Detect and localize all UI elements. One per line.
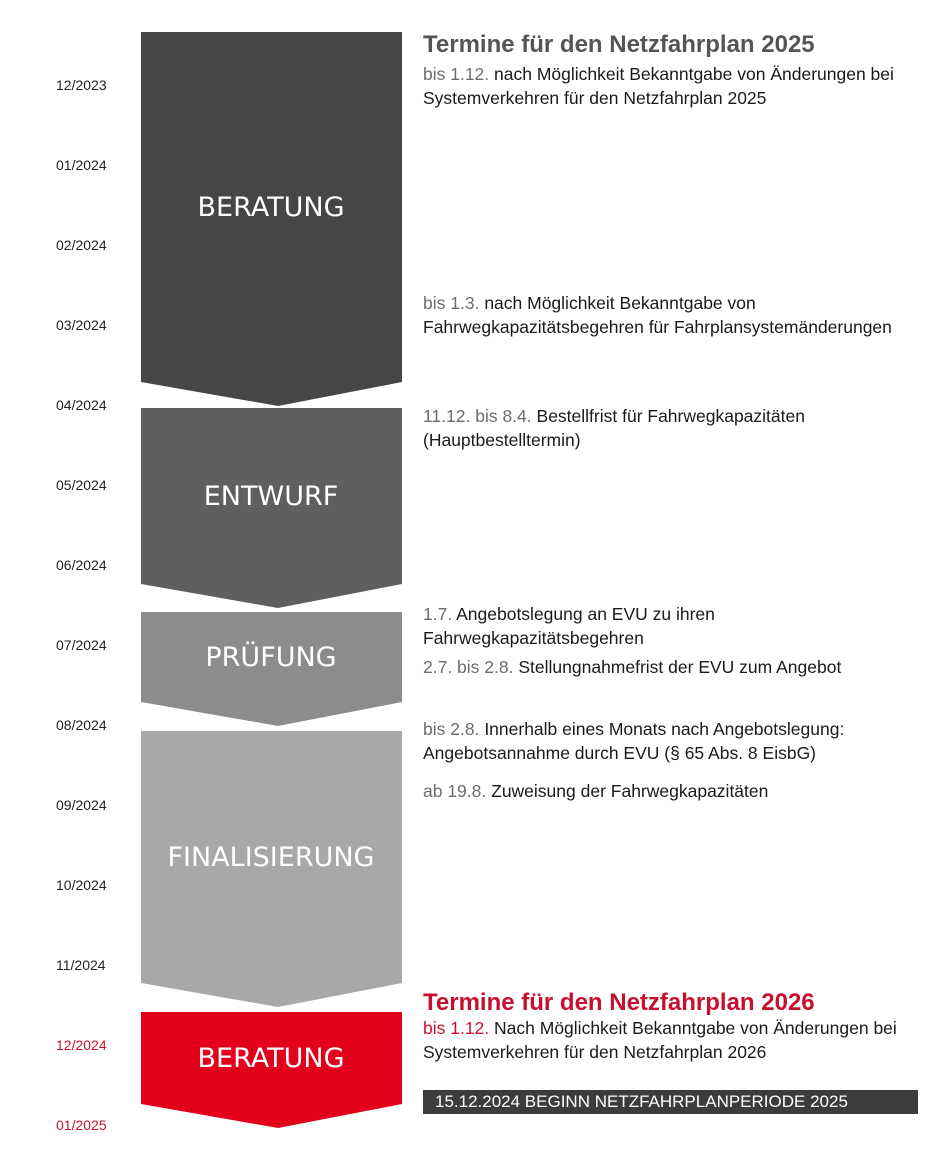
month-label: 01/2025 bbox=[56, 1117, 107, 1133]
entry-text: Innerhalb eines Monats nach Angebotslegung: Angebotsannahme durch EVU (§ 65 Abs. 8 EisbG) bbox=[423, 719, 845, 763]
month-label: 10/2024 bbox=[56, 877, 107, 893]
timeline-entry bbox=[423, 404, 923, 452]
month-label: 05/2024 bbox=[56, 477, 107, 493]
timeline-entry bbox=[423, 602, 923, 650]
entry-text: Bestellfrist für Fahrwegkapazitäten (Hauptbestelltermin) bbox=[423, 406, 805, 450]
month-label: 11/2024 bbox=[56, 957, 106, 973]
month-label: 09/2024 bbox=[56, 797, 107, 813]
heading-plan-2026: Termine für den Netzfahrplan 2026 bbox=[423, 989, 815, 1016]
entry-date: bis 1.3. bbox=[423, 293, 480, 313]
entry-date: ab 19.8. bbox=[423, 781, 487, 801]
phase-label: ENTWURF bbox=[203, 481, 339, 512]
entry-date: 1.7. bbox=[423, 604, 453, 624]
entry-text: Zuweisung der Fahrwegkapazitäten bbox=[491, 781, 769, 801]
entry-date: bis 1.12. bbox=[423, 1018, 490, 1038]
heading-plan-2025: Termine für den Netzfahrplan 2025 bbox=[423, 31, 815, 58]
phase-entwurf bbox=[141, 408, 402, 608]
phase-label: FINALISIERUNG bbox=[167, 842, 375, 873]
entry-date: 11.12. bis 8.4. bbox=[423, 406, 532, 426]
phase-label: BERATUNG bbox=[197, 1043, 345, 1074]
month-label: 12/2023 bbox=[56, 77, 107, 93]
phase-pruefung bbox=[141, 612, 402, 726]
timeline-entry bbox=[423, 779, 923, 803]
timeline-entry bbox=[423, 62, 923, 110]
entry-date: 2.7. bis 2.8. bbox=[423, 657, 514, 677]
month-label: 04/2024 bbox=[56, 397, 107, 413]
period-start-banner: 15.12.2024 BEGINN NETZFAHRPLANPERIODE 2025 bbox=[423, 1090, 918, 1114]
timeline-entry bbox=[423, 1016, 923, 1064]
phase-finalisierung bbox=[141, 731, 402, 1007]
month-label: 02/2024 bbox=[56, 237, 107, 253]
phase-beratung-2026 bbox=[141, 1012, 402, 1128]
phase-label: PRÜFUNG bbox=[205, 642, 337, 673]
timeline-entry bbox=[423, 291, 923, 339]
phase-beratung-2025 bbox=[141, 32, 402, 406]
timeline-entry bbox=[423, 655, 923, 679]
phase-label: BERATUNG bbox=[197, 192, 345, 223]
month-label: 03/2024 bbox=[56, 317, 107, 333]
month-label: 01/2024 bbox=[56, 157, 107, 173]
entry-text: nach Möglichkeit Bekanntgabe von Änderungen bei Systemverkehren für den Netzfahrplan 2025 bbox=[423, 64, 894, 108]
entry-date: bis 2.8. bbox=[423, 719, 480, 739]
month-label: 06/2024 bbox=[56, 557, 107, 573]
entry-date: bis 1.12. bbox=[423, 64, 490, 84]
month-label: 12/2024 bbox=[56, 1037, 107, 1053]
entry-text: Nach Möglichkeit Bekanntgabe von Änderungen bei Systemverkehren für den Netzfahrplan 2026 bbox=[423, 1018, 897, 1062]
timeline-entry bbox=[423, 717, 923, 765]
month-label: 07/2024 bbox=[56, 637, 107, 653]
entry-text: nach Möglichkeit Bekanntgabe von Fahrwegkapazitätsbegehren für Fahrplansystemänderungen bbox=[423, 293, 892, 337]
entry-text: Angebotslegung an EVU zu ihren Fahrwegkapazitätsbegehren bbox=[423, 604, 715, 648]
month-label: 08/2024 bbox=[56, 717, 107, 733]
entry-text: Stellungnahmefrist der EVU zum Angebot bbox=[518, 657, 842, 677]
